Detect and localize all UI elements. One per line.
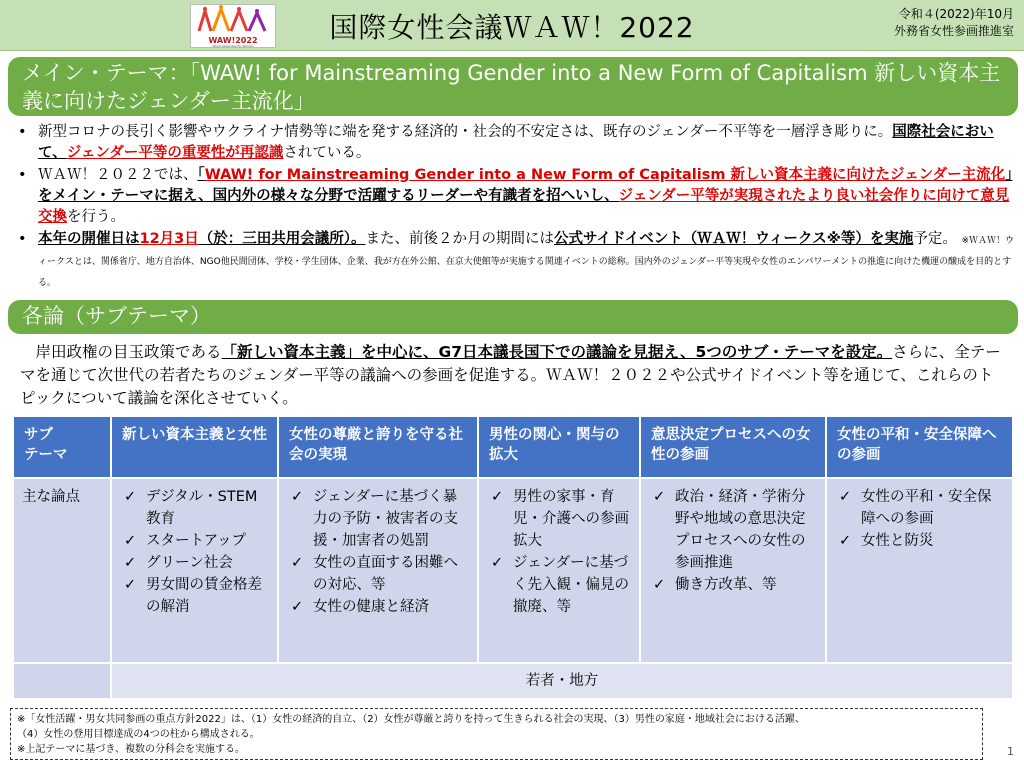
row-label-empty [13,663,111,699]
column-header: 女性の尊厳と誇りを守る社会の実現 [278,416,478,478]
main-theme-bar: メイン・テーマ：「WAW! for Mainstreaming Gender into a New Form of Capitalism 新しい資本主義に向けたジェンダー主流化」 [8,57,1018,116]
check-icon: ✓ [291,555,304,571]
column-header: 男性の関心・関与の拡大 [478,416,640,478]
check-icon: ✓ [291,489,304,505]
footnote-box [10,708,983,760]
check-icon: ✓ [839,489,852,505]
header-bar [0,0,1024,51]
table-corner-header: サブ テーマ [13,416,111,478]
check-icon: ✓ [124,577,137,593]
check-icon: ✓ [839,533,852,549]
table-cell [111,478,278,663]
sub-theme-intro: 岸田政権の目玉政策である「新しい資本主義」を中心に、G7日本議長国下での議論を見据え、5つのサブ・テーマを設定。さらに、全テーマを通じて次世代の若者たちのジェンダー平等の議論への参画を促進する。ＷＡＷ！２０２２や公式サイドイベント等を通じて、これらのトピックについて議論を深化させていく。 [20,343,1001,407]
list-item: ✓ 政治・経済・学術分野や地域の意思決定プロセスへの女性の参画推進 [649,486,817,574]
list-item: ✓ 女性と防災 [835,530,1004,552]
list-item: ✓ 男性の家事・育児・介護への参画拡大 [487,486,631,552]
footnote-line: ※上記テーマに基づき、複数の分科会を実施する。 [17,744,245,755]
list-item: ✓ ジェンダーに基づく暴力の予防・被害者の支援・加害者の処罰 [287,486,469,552]
list-item: ✓ 働き方改革、等 [649,574,817,596]
summary-bullets [10,122,1015,293]
footnote-line: ※「女性活躍・男女共同参画の重点方針2022」は、（1）女性の経済的自立、（2）女性が尊厳と誇りを持って生きられる社会の実現、（3）男性の家庭・地域社会における活躍、 [17,714,805,725]
logo-text: WAW!2022 [208,36,258,45]
sub-theme-table [12,415,1014,700]
check-icon: ✓ [124,489,137,505]
list-item: ✓ 女性の健康と経済 [287,596,469,618]
bullet-background: • 新型コロナの長引く影響やウクライナ情勢等に端を発する経済的・社会的不安定さは、既存のジェンダー不平等を一層浮き彫りに。国際社会において、ジェンダー平等の重要性が再認識されている。 [18,124,994,161]
list-item: ✓ グリーン社会 [120,552,269,574]
list-item: ✓ デジタル・STEM教育 [120,486,269,530]
page-title: 国際女性会議ＷＡＷ！2022 [329,11,695,44]
bullet-main-theme: • ＷＡＷ！２０２２では、「WAW! for Mainstreaming Gender into a New Form of Capitalism 新しい資本主義に向けたジェンダー主流化」をメイン・テーマに据え、国内外の様々な分野で活躍するリーダーや有識者を招へいし、ジェンダー平等が実現されたより良い社会作りに向けて意見交換を行う。 [18,167,1013,225]
table-cell [640,478,826,663]
table-row [13,478,1013,663]
column-header: 女性の平和・安全保障への参画 [826,416,1013,478]
youth-region-cell: 若者・地方 [111,663,1013,699]
waw-weeks-note: ※ＷＡＷ！ウィークスとは、関係省庁、地方自治体、NGO他民間団体、学校・学生団体、企業、我が方在外公館、在京大使館等が実施する関連イベントの総称。国内外のジェンダー平等実現や女性のエンパワーメントの推進に向けた機運の醸成を目的とする。 [38,236,1015,288]
date-label: 令和４(2022)年10月 [898,7,1014,21]
check-icon: ✓ [653,577,666,593]
page-number: 1 [1007,745,1014,758]
column-header: 意思決定プロセスへの女性の参画 [640,416,826,478]
list-item: ✓ ジェンダーに基づく先入観・偏見の撤廃、等 [487,552,631,618]
list-item: ✓ 男女間の賃金格差の解消 [120,574,269,618]
table-cell [826,478,1013,663]
list-item: ✓ 女性の直面する困難への対応、等 [287,552,469,596]
sub-theme-bar: 各論（サブテーマ） [8,300,1018,334]
check-icon: ✓ [653,489,666,505]
org-label: 外務省女性参画推進室 [893,24,1014,38]
footnote-line: （4）女性の登用目標達成の4つの柱から構成される。 [17,729,260,740]
bullet-dot-icon: • [18,124,27,140]
table-cell [478,478,640,663]
check-icon: ✓ [491,489,504,505]
check-icon: ✓ [291,599,304,615]
check-icon: ✓ [124,533,137,549]
list-item: ✓ 女性の平和・安全保障への参画 [835,486,1004,530]
header-meta [894,6,1014,40]
youth-row [13,663,1013,699]
check-icon: ✓ [491,555,504,571]
table-header-row [13,416,1013,478]
table-cell [278,478,478,663]
logo-subtext: World Assembly for Women [212,44,254,48]
bullet-dot-icon: • [18,231,27,247]
bullet-date: • 本年の開催日は12月3日（於：三田共用会議所）。また、前後２か月の期間には公式サイドイベント（ＷＡＷ！ウィークス※等）を実施予定。 ※ＷＡＷ！ウィークスとは、関係省庁、地方自治体、NGO他民間団体、学校・学生団体、企業、我が方在外公館、在京大使館等が実施する関連イベントの総称。国内外のジェンダー平等実現や女性のエンパワーメントの推進に向けた機運の醸成を目的とする。 [18,231,1015,288]
bullet-dot-icon: • [18,167,27,183]
list-item: ✓ スタートアップ [120,530,269,552]
check-icon: ✓ [124,555,137,571]
row-label: 主な論点 [13,478,111,663]
column-header: 新しい資本主義と女性 [111,416,278,478]
